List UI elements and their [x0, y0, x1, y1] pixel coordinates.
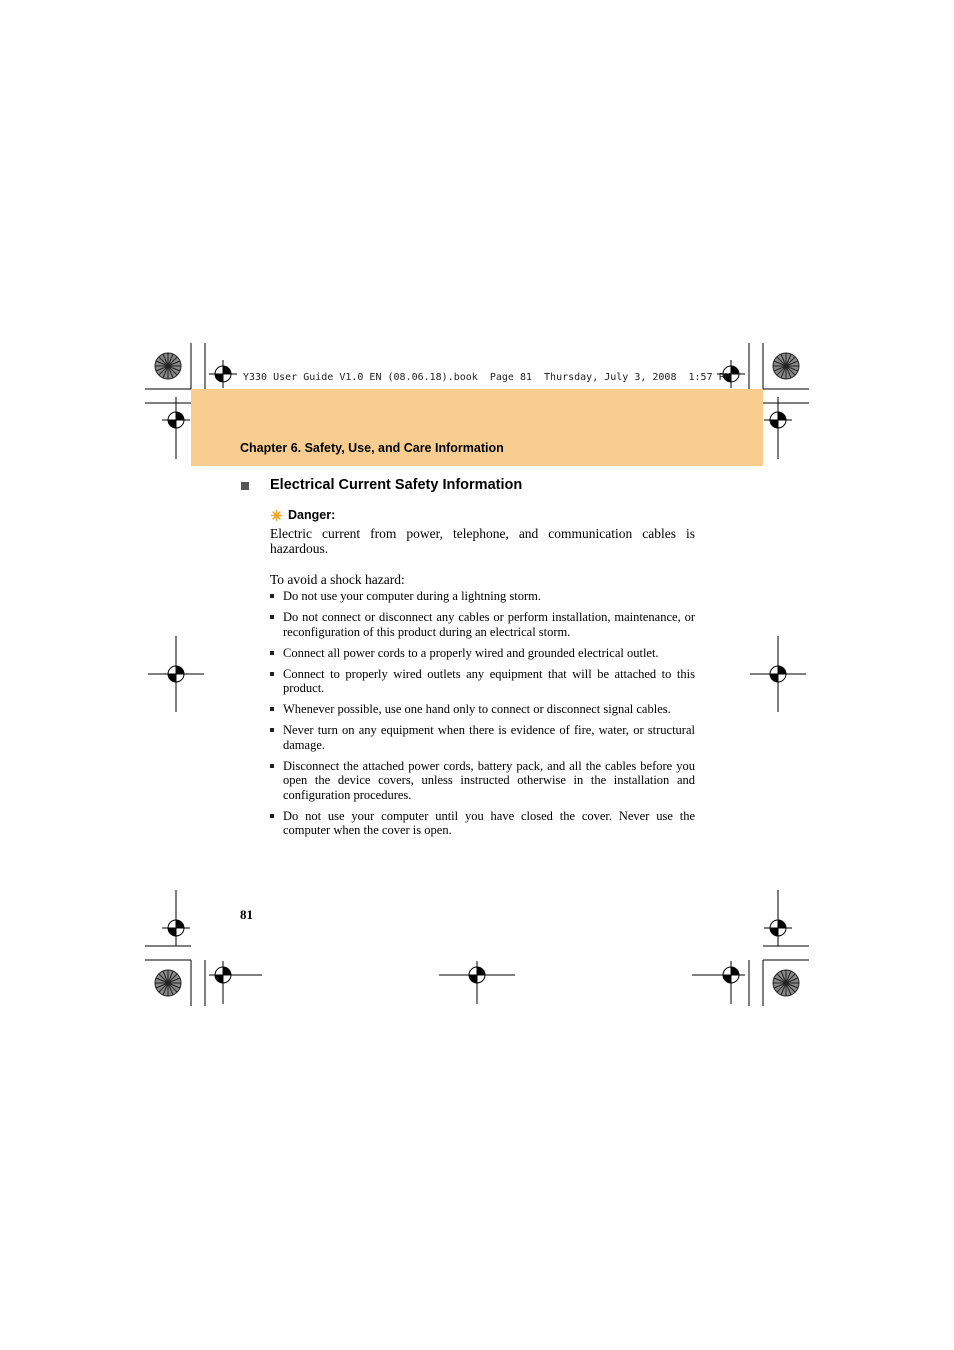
list-item: Do not connect or disconnect any cables or perform installation, maintenance, or reconfiguration of this product during an electrical storm. — [270, 610, 695, 639]
bullet-icon — [270, 672, 274, 676]
bullet-icon — [270, 594, 274, 598]
chapter-title: Chapter 6. Safety, Use, and Care Information — [240, 441, 504, 455]
list-item: Whenever possible, use one hand only to connect or disconnect signal cables. — [270, 702, 695, 717]
print-slug: Y330 User Guide V1.0 EN (08.06.18).book Page 81 Thursday, July 3, 2008 1:57 PM — [243, 372, 731, 383]
bullet-icon — [270, 707, 274, 711]
bullet-icon — [270, 615, 274, 619]
hazard-list — [270, 589, 695, 844]
danger-label: Danger: — [288, 508, 336, 522]
danger-heading — [270, 508, 335, 522]
danger-icon — [270, 509, 283, 522]
list-item: Never turn on any equipment when there is evidence of fire, water, or structural damage. — [270, 723, 695, 752]
avoid-paragraph: To avoid a shock hazard: — [270, 572, 405, 587]
bullet-icon — [270, 651, 274, 655]
intro-paragraph: Electric current from power, telephone, and communication cables is hazardous. — [270, 526, 695, 556]
section-title: Electrical Current Safety Information — [270, 477, 523, 493]
list-item: Do not use your computer during a lightning storm. — [270, 589, 695, 604]
section-bullet-icon — [241, 482, 249, 490]
list-item: Connect to properly wired outlets any equipment that will be attached to this product. — [270, 667, 695, 696]
list-item: Connect all power cords to a properly wired and grounded electrical outlet. — [270, 646, 695, 661]
page-number: 81 — [240, 907, 253, 922]
bullet-icon — [270, 814, 274, 818]
list-item: Disconnect the attached power cords, battery pack, and all the cables before you open the device covers, unless instructed otherwise in the installation and configuration procedures. — [270, 759, 695, 803]
bullet-icon — [270, 764, 274, 768]
bullet-icon — [270, 728, 274, 732]
list-item: Do not use your computer until you have closed the cover. Never use the computer when the cover is open. — [270, 809, 695, 838]
